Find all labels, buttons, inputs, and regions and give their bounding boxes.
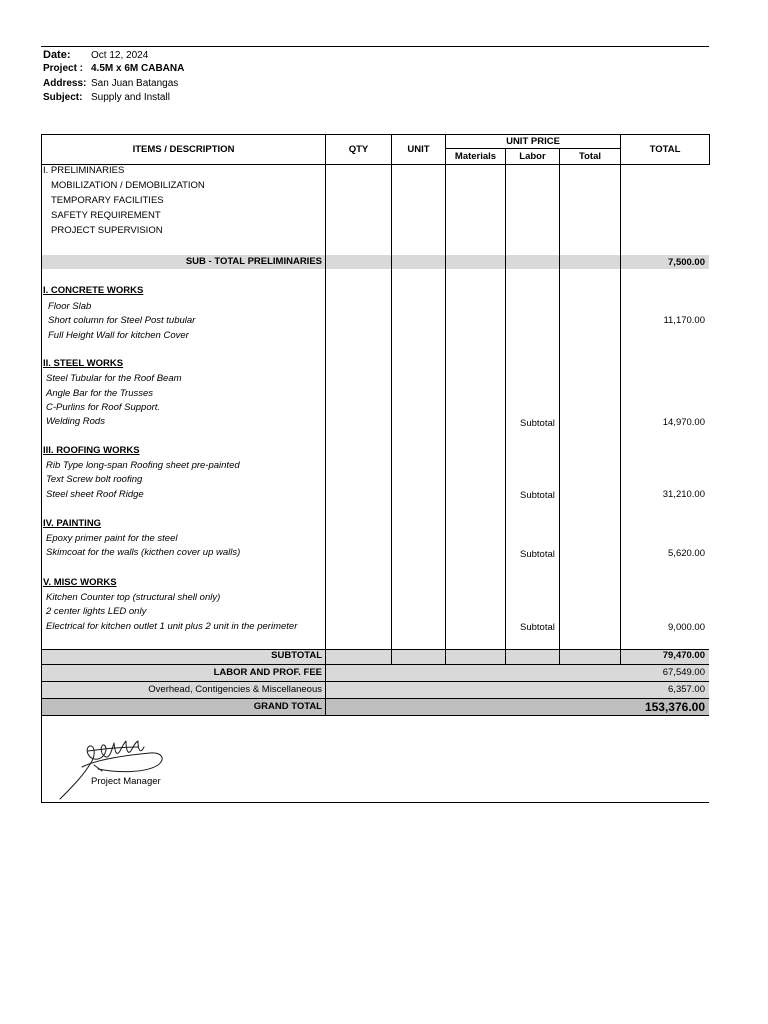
address-value: San Juan Batangas: [91, 78, 179, 89]
col-line-materials: [445, 134, 446, 664]
grand-total-bottom-line: [41, 715, 709, 716]
roofing-total: 31,210.00: [662, 489, 705, 500]
column-items-header: ITEMS / DESCRIPTION: [132, 144, 235, 155]
labor-bottom-line: [41, 681, 709, 682]
list-item: Angle Bar for the Trusses: [46, 388, 154, 399]
subject-label: Subject:: [43, 92, 83, 103]
preliminaries-subtotal-value: 7,500.00: [668, 257, 705, 268]
preliminaries-heading: I. PRELIMINARIES: [43, 165, 125, 176]
steel-subtotal-label: Subtotal: [520, 418, 555, 429]
misc-subtotal-label: Subtotal: [520, 622, 555, 633]
misc-total: 9,000.00: [668, 622, 705, 633]
column-unit-price-header: UNIT PRICE: [506, 136, 560, 147]
concrete-total: 11,170.00: [663, 315, 705, 326]
overhead-label: Overhead, Contigencies & Miscellaneous: [148, 684, 322, 695]
list-item: Electrical for kitchen outlet 1 unit plus 2 unit in the perimeter: [46, 621, 298, 632]
column-unit-header: UNIT: [407, 144, 430, 155]
address-row: [43, 78, 178, 89]
list-item: Epoxy primer paint for the steel: [46, 533, 178, 544]
labor-fee-value: 67,549.00: [662, 667, 705, 678]
list-item: TEMPORARY FACILITIES: [51, 195, 164, 206]
list-item: Welding Rods: [46, 416, 105, 427]
signature-image: [58, 737, 178, 803]
list-item: Skimcoat for the walls (kicthen cover up walls): [46, 547, 241, 558]
date-row: [43, 49, 148, 61]
roofing-subtotal-label: Subtotal: [520, 490, 555, 501]
painting-heading: IV. PAINTING: [43, 518, 102, 529]
col-line-qty: [325, 134, 326, 715]
roofing-heading: III. ROOFING WORKS: [43, 445, 140, 456]
project-row: [43, 63, 184, 74]
subject-value: Supply and Install: [91, 92, 170, 103]
overhead-bottom-line: [41, 698, 709, 699]
list-item: Rib Type long-span Roofing sheet pre-painted: [46, 460, 240, 471]
column-materials-header: Materials: [454, 151, 497, 162]
painting-total: 5,620.00: [668, 548, 705, 559]
column-qty-header: QTY: [348, 144, 369, 155]
list-item: 2 center lights LED only: [46, 606, 147, 617]
list-item: Text Screw bolt roofing: [46, 474, 143, 485]
list-item: PROJECT SUPERVISION: [51, 225, 163, 236]
col-line-total: [620, 134, 621, 664]
list-item: Kitchen Counter top (structural shell only): [46, 592, 221, 603]
painting-subtotal-label: Subtotal: [520, 549, 555, 560]
list-item: Full Height Wall for kitchen Cover: [48, 330, 189, 341]
col-line-labor: [505, 148, 506, 664]
list-item: Short column for Steel Post tubular: [48, 315, 196, 326]
date-label: Date:: [43, 49, 71, 61]
subtotal-top-line: [41, 649, 709, 650]
steel-total: 14,970.00: [662, 417, 705, 428]
grand-total-label: GRAND TOTAL: [253, 701, 322, 712]
project-value: 4.5M x 6M CABANA: [91, 63, 185, 74]
misc-heading: V. MISC WORKS: [43, 577, 117, 588]
column-labor-header: Labor: [519, 151, 546, 162]
list-item: MOBILIZATION / DEMOBILIZATION: [51, 180, 205, 191]
preliminaries-subtotal-label: SUB - TOTAL PRELIMINARIES: [185, 256, 322, 267]
labor-fee-label: LABOR AND PROF. FEE: [213, 667, 322, 678]
col-line-total-sub: [559, 148, 560, 664]
subject-row: [43, 92, 170, 103]
list-item: C-Purlins for Roof Support.: [46, 402, 161, 413]
header-bottom-line: [41, 164, 709, 165]
subtotal-label: SUBTOTAL: [271, 650, 322, 661]
col-line-unit: [391, 134, 392, 664]
header-divider: [445, 148, 620, 149]
concrete-heading: I. CONCRETE WORKS: [43, 285, 144, 296]
column-total-header: TOTAL: [649, 144, 681, 155]
header-rule: [41, 46, 709, 47]
address-label: Address:: [43, 78, 87, 89]
list-item: Steel Tubular for the Roof Beam: [46, 373, 182, 384]
steel-heading: II. STEEL WORKS: [43, 358, 124, 369]
table-right-edge: [709, 134, 710, 165]
column-total-sub-header: Total: [579, 151, 601, 162]
list-item: SAFETY REQUIREMENT: [51, 210, 161, 221]
date-value: Oct 12, 2024: [91, 50, 149, 61]
overhead-value: 6,357.00: [668, 684, 705, 695]
project-label: Project :: [43, 63, 84, 74]
grand-total-value: 153,376.00: [644, 700, 705, 714]
list-item: Steel sheet Roof Ridge: [46, 489, 144, 500]
subtotal-bottom-line: [41, 664, 709, 665]
subtotal-value: 79,470.00: [662, 650, 705, 661]
list-item: Floor Slab: [48, 301, 92, 312]
signature-caption: Project Manager: [91, 776, 161, 787]
